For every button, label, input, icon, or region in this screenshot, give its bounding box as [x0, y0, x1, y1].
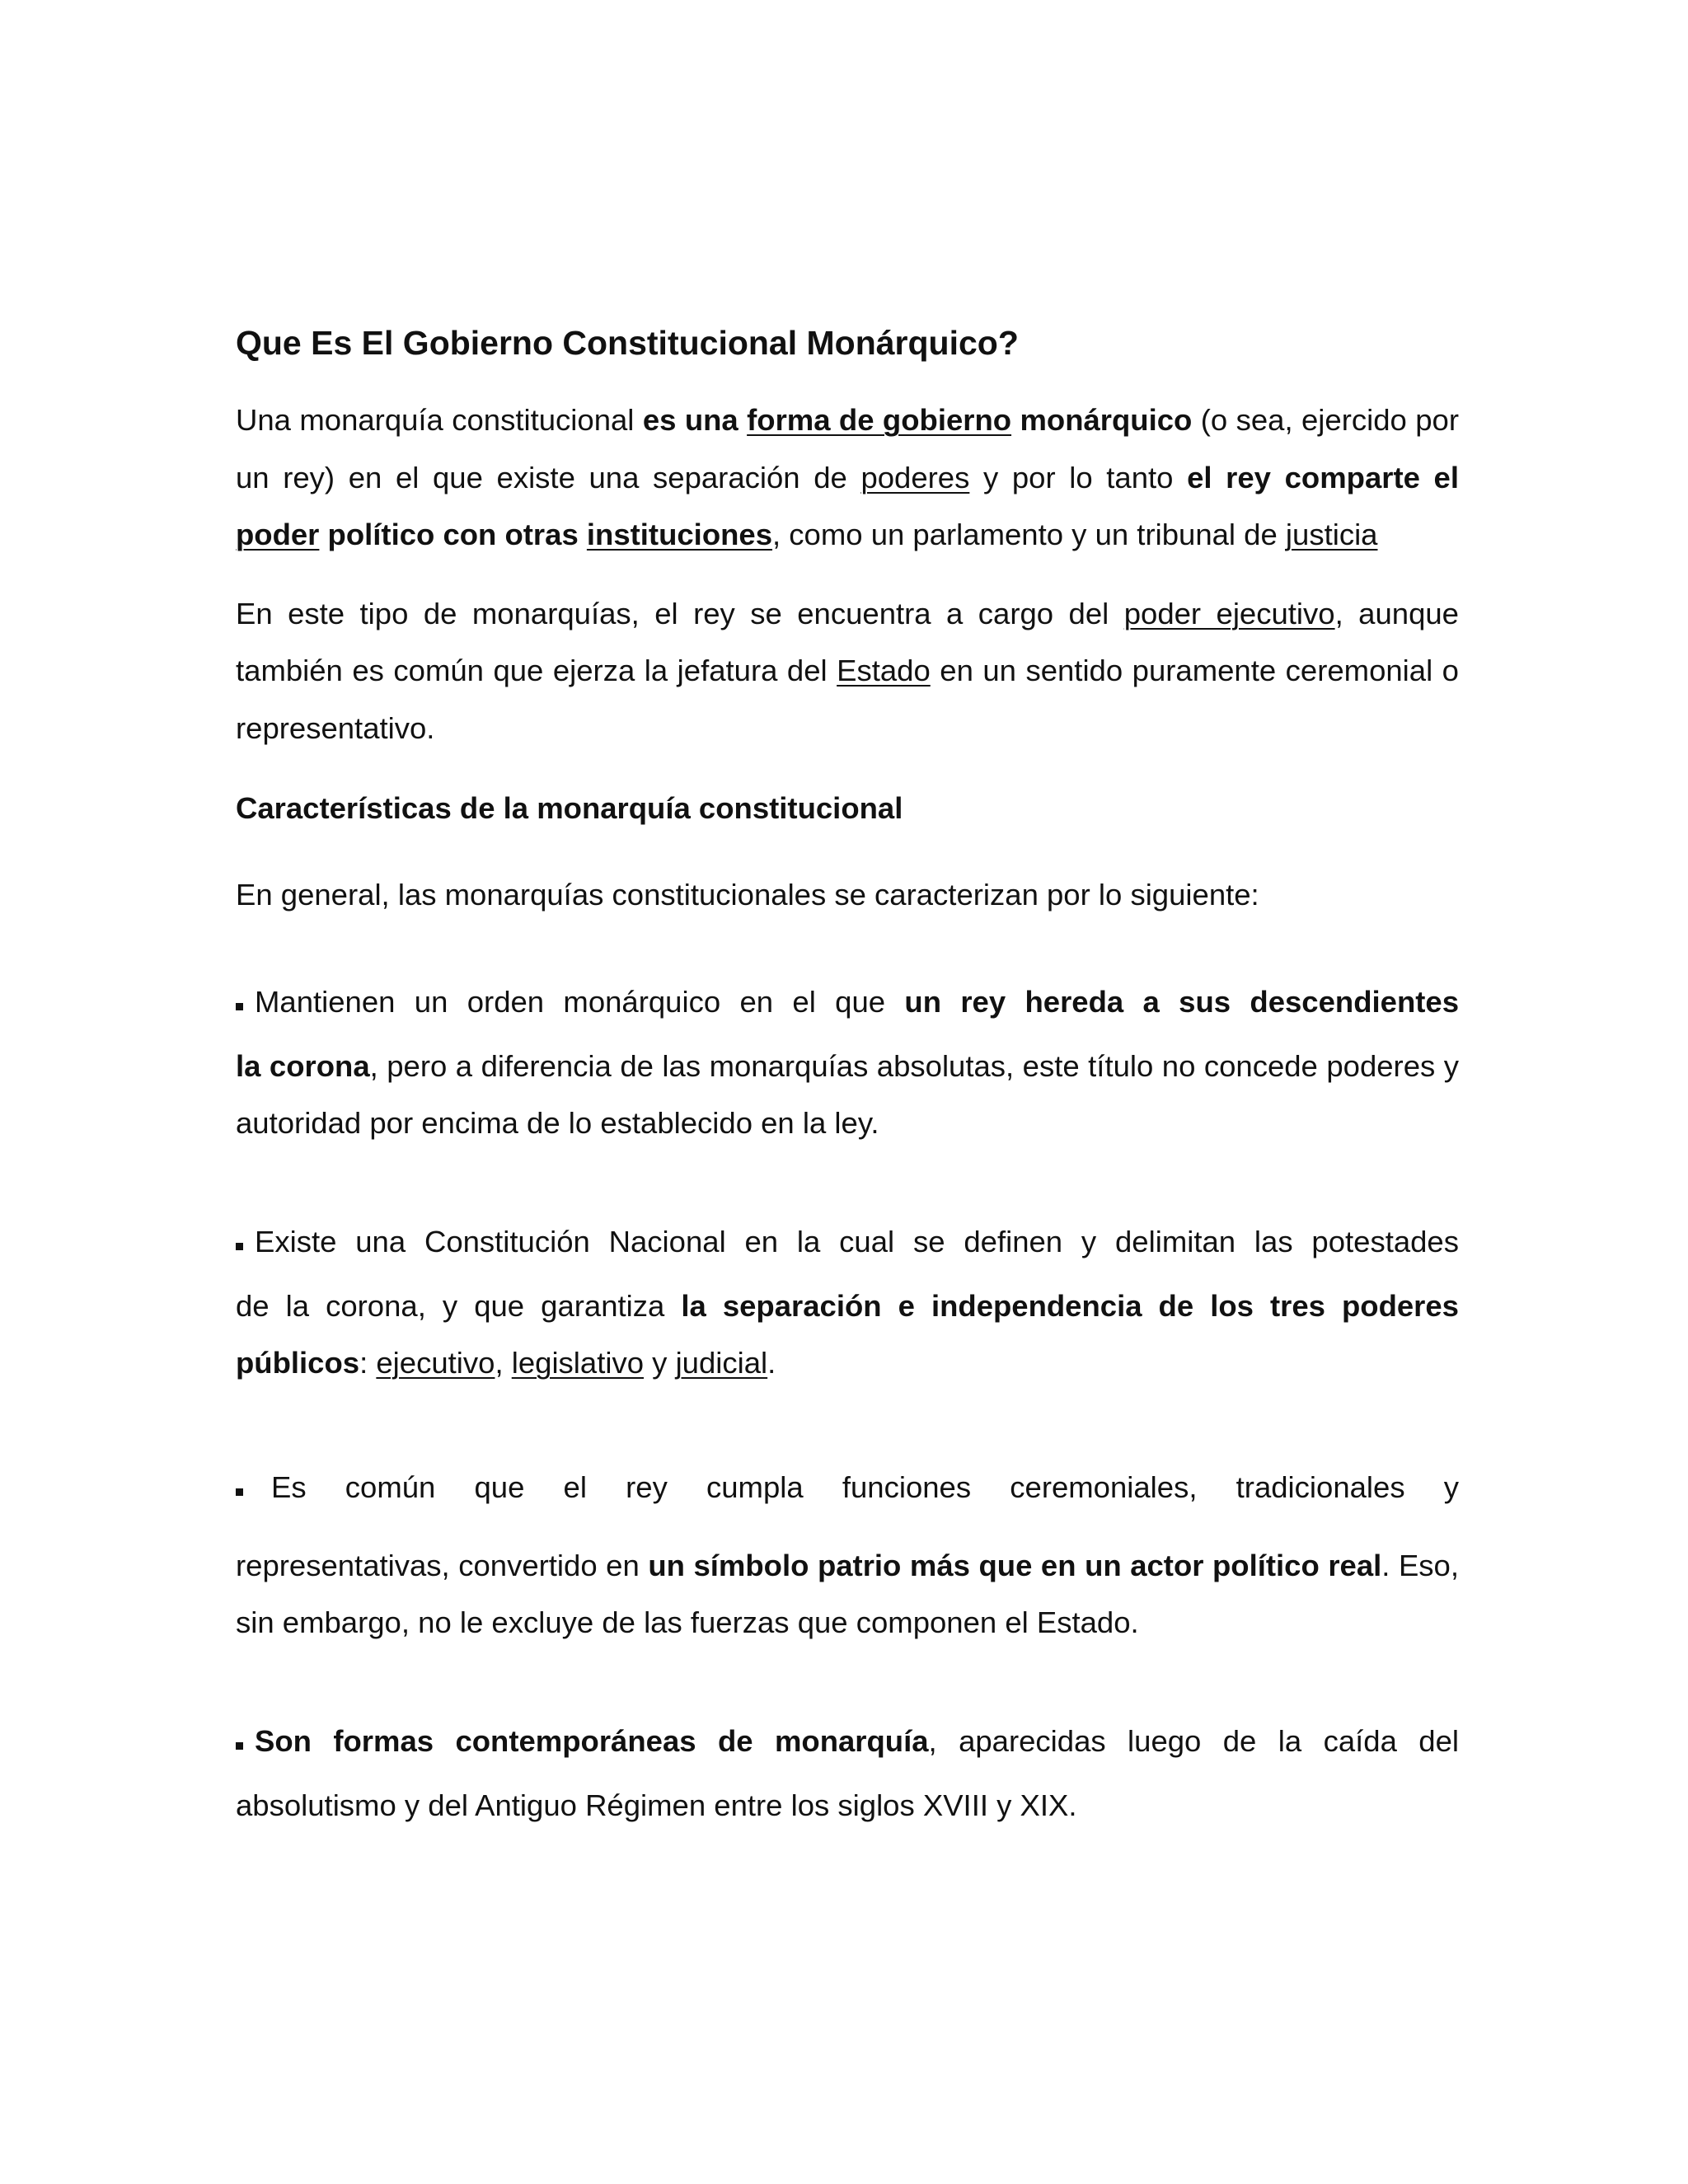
link-estado[interactable]: Estado: [837, 654, 931, 688]
intro-paragraph-2: [236, 585, 1459, 757]
document-page: [236, 321, 1459, 1888]
bold-run: el rey comparte el: [1187, 460, 1459, 494]
link-poder-ejecutivo[interactable]: poder ejecutivo: [1123, 596, 1335, 630]
link-justicia[interactable]: justicia: [1285, 518, 1378, 552]
bold-run: es una: [642, 403, 748, 438]
section-heading: Características de la monarquía constitucional: [236, 791, 903, 826]
link-forma-de-gobierno[interactable]: forma de gobierno: [747, 403, 1012, 438]
bullet-first-line: [236, 1207, 1459, 1277]
text-run: Es común que el rey cumpla funciones ceremoniales, tradicionales y: [271, 1469, 1459, 1504]
text-run: (o sea, ejercido por un rey) en el que existe una separación de: [236, 403, 1459, 494]
bullet-first-line: [236, 1446, 1459, 1529]
text-run: .: [767, 1346, 776, 1380]
bullet-continuation: [236, 1038, 1459, 1152]
bold-run: Son formas contemporáneas de monarquía: [255, 1723, 929, 1758]
text-run: , aparecidas luego de la caída del: [928, 1723, 1459, 1758]
text-run: , pero a diferencia de las monarquías absolutas, este título no concede poderes y autoridad por encima de lo establecido en la ley.: [236, 1048, 1459, 1141]
bullet-item-4: [236, 1706, 1459, 1835]
bold-run: un símbolo patrio más que en un actor político real: [648, 1548, 1382, 1582]
bold-run: un rey hereda a sus descendientes: [904, 984, 1459, 1019]
text-run: en un sentido puramente ceremonial o representativo.: [236, 654, 1459, 745]
link-instituciones[interactable]: instituciones: [586, 518, 773, 552]
link-ejecutivo[interactable]: ejecutivo: [376, 1346, 495, 1380]
bullet-item-2: [236, 1207, 1459, 1392]
text-run: En este tipo de monarquías, el rey se encuentra a cargo del: [236, 596, 1124, 630]
square-bullet-icon: [236, 1243, 243, 1250]
link-poder[interactable]: poder: [236, 518, 320, 552]
bullet-continuation: [236, 1777, 1459, 1835]
text-run: Una monarquía constitucional: [236, 403, 643, 438]
square-bullet-icon: [236, 1003, 243, 1010]
bold-run: la separación e independencia de los tres poderes públicos: [236, 1288, 1459, 1380]
link-poderes[interactable]: poderes: [860, 460, 970, 494]
bold-run: político con otras: [319, 518, 587, 552]
bullet-first-line: [236, 1706, 1459, 1777]
square-bullet-icon: [236, 1488, 243, 1496]
text-run: representativas, convertido en: [236, 1548, 649, 1582]
text-run: absolutismo y del Antiguo Régimen entre los siglos XVIII y XIX.: [236, 1788, 1077, 1822]
square-bullet-icon: [236, 1742, 243, 1750]
text-run: y: [644, 1346, 676, 1380]
text-run: y por lo tanto: [969, 460, 1188, 494]
text-run: de la corona, y que garantiza: [236, 1288, 682, 1323]
text-run: Existe una Constitución Nacional en la cual se definen y delimitan las potestades: [255, 1224, 1459, 1258]
text-run: . Eso, sin embargo, no le excluye de las fuerzas que componen el Estado.: [236, 1548, 1459, 1640]
text-run: , como un parlamento y un tribunal de: [772, 518, 1286, 552]
link-legislativo[interactable]: legislativo: [511, 1346, 645, 1380]
bullet-continuation: [236, 1277, 1459, 1392]
text-run: , aunque también es común que ejerza la jefatura del: [236, 596, 1459, 688]
bullet-continuation: [236, 1537, 1459, 1652]
text-run: Mantienen un orden monárquico en el que: [255, 984, 905, 1019]
text-run: ,: [495, 1346, 512, 1380]
bullet-item-1: [236, 967, 1459, 1152]
intro-paragraph-1: [236, 391, 1459, 564]
document-title: Que Es El Gobierno Constitucional Monárquico?: [236, 324, 1019, 362]
bold-run: la corona: [236, 1048, 370, 1083]
general-paragraph: En general, las monarquías constitucionales se caracterizan por lo siguiente:: [236, 878, 1259, 912]
bullet-item-3: [236, 1446, 1459, 1652]
text-run: :: [359, 1346, 377, 1380]
bold-run: monárquico: [1011, 403, 1193, 438]
bullet-first-line: [236, 967, 1459, 1038]
link-judicial[interactable]: judicial: [675, 1346, 768, 1380]
